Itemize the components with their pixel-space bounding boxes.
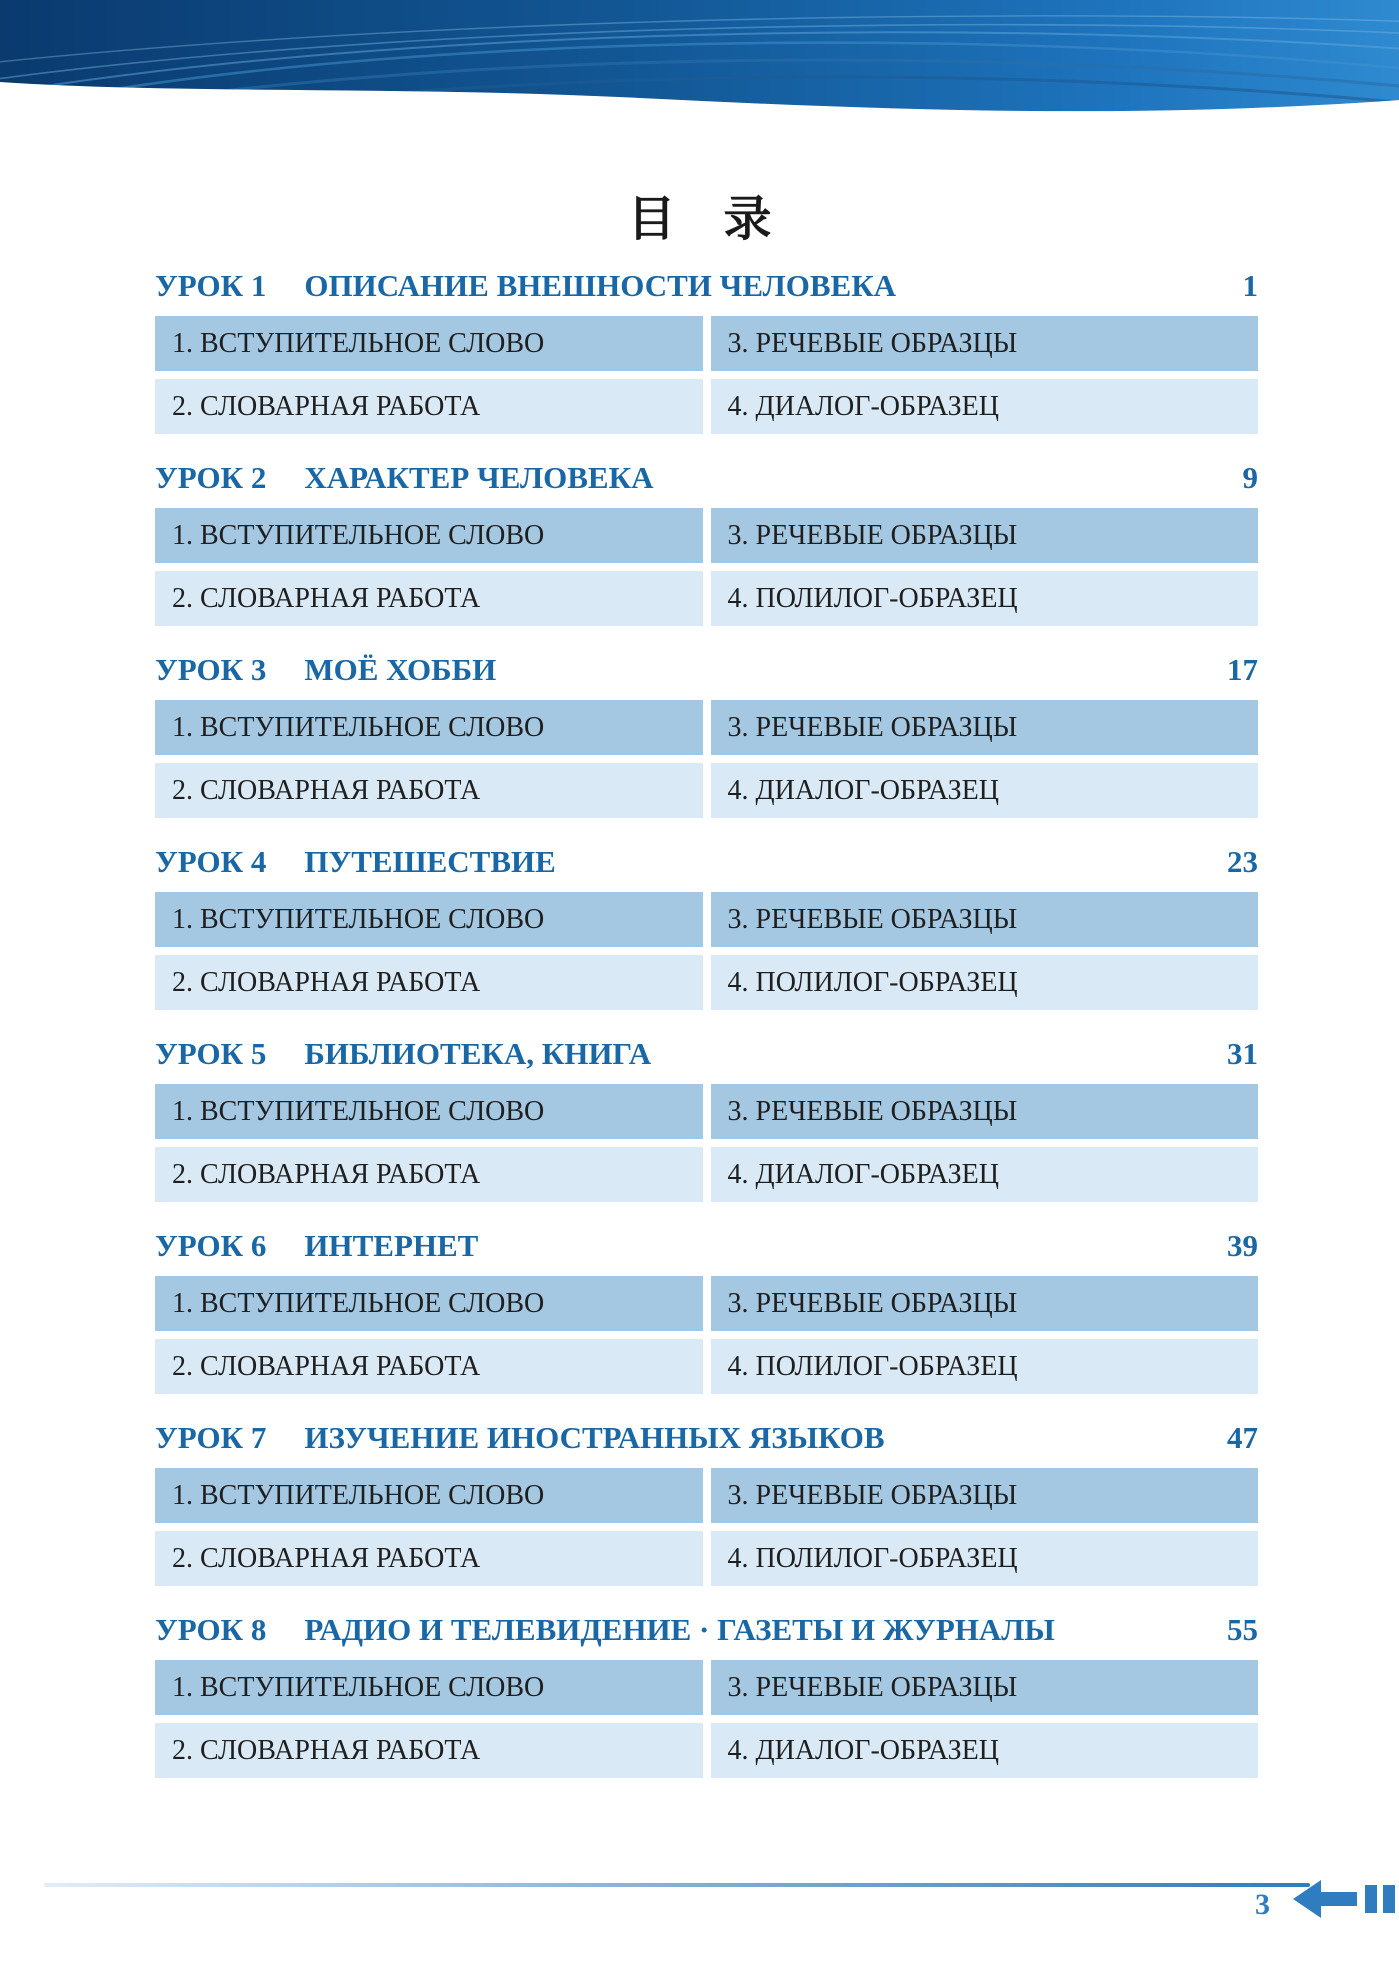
blue-wave-graphic xyxy=(0,0,1399,120)
lesson-number-label: УРОК 7 xyxy=(155,1420,267,1455)
lesson-number-label: УРОК 6 xyxy=(155,1228,267,1263)
lesson-page-number: 9 xyxy=(1242,460,1258,495)
toc-lesson-6 xyxy=(155,1228,1258,1394)
lesson-section-cell: 3. РЕЧЕВЫЕ ОБРАЗЦЫ xyxy=(711,1660,1259,1715)
lesson-number-label: УРОК 4 xyxy=(155,844,267,879)
toc-lesson-1 xyxy=(155,268,1258,434)
lesson-section-cell: 3. РЕЧЕВЫЕ ОБРАЗЦЫ xyxy=(711,892,1259,947)
lesson-sections-table xyxy=(155,1660,1258,1778)
lesson-section-cell: 1. ВСТУПИТЕЛЬНОЕ СЛОВО xyxy=(155,1468,703,1523)
lesson-section-cell: 4. ПОЛИЛОГ-ОБРАЗЕЦ xyxy=(711,955,1259,1010)
lesson-section-cell: 3. РЕЧЕВЫЕ ОБРАЗЦЫ xyxy=(711,1084,1259,1139)
lesson-page-number: 31 xyxy=(1227,1036,1258,1071)
lesson-section-cell: 3. РЕЧЕВЫЕ ОБРАЗЦЫ xyxy=(711,316,1259,371)
lesson-heading[interactable] xyxy=(155,652,1258,700)
lesson-title: ПУТЕШЕСТВИЕ xyxy=(304,844,556,879)
lesson-sections-table xyxy=(155,1468,1258,1586)
lesson-section-cell: 1. ВСТУПИТЕЛЬНОЕ СЛОВО xyxy=(155,700,703,755)
lesson-title: ОПИСАНИЕ ВНЕШНОСТИ ЧЕЛОВЕКА xyxy=(304,268,897,303)
lesson-sections-table xyxy=(155,700,1258,818)
lesson-section-cell: 2. СЛОВАРНАЯ РАБОТА xyxy=(155,379,703,434)
lesson-number-label: УРОК 5 xyxy=(155,1036,267,1071)
lesson-section-cell: 3. РЕЧЕВЫЕ ОБРАЗЦЫ xyxy=(711,1276,1259,1331)
lesson-sections-table xyxy=(155,508,1258,626)
toc-lesson-7 xyxy=(155,1420,1258,1586)
footer-rule xyxy=(44,1883,1310,1887)
lesson-heading[interactable] xyxy=(155,1228,1258,1276)
lesson-sections-table xyxy=(155,316,1258,434)
lesson-heading[interactable] xyxy=(155,1036,1258,1084)
lesson-page-number: 39 xyxy=(1227,1228,1258,1263)
lesson-section-cell: 3. РЕЧЕВЫЕ ОБРАЗЦЫ xyxy=(711,508,1259,563)
lesson-number-label: УРОК 2 xyxy=(155,460,267,495)
lesson-section-cell: 1. ВСТУПИТЕЛЬНОЕ СЛОВО xyxy=(155,1276,703,1331)
toc-lesson-8 xyxy=(155,1612,1258,1778)
toc-title: 目 录 xyxy=(627,193,772,246)
lesson-page-number: 55 xyxy=(1227,1612,1258,1647)
lesson-section-cell: 1. ВСТУПИТЕЛЬНОЕ СЛОВО xyxy=(155,892,703,947)
lesson-section-cell: 2. СЛОВАРНАЯ РАБОТА xyxy=(155,1723,703,1778)
lesson-page-number: 47 xyxy=(1227,1420,1258,1455)
lesson-section-cell: 1. ВСТУПИТЕЛЬНОЕ СЛОВО xyxy=(155,316,703,371)
toc-content xyxy=(155,268,1258,1804)
lesson-title: ХАРАКТЕР ЧЕЛОВЕКА xyxy=(304,460,654,495)
lesson-page-number: 23 xyxy=(1227,844,1258,879)
lesson-sections-table xyxy=(155,892,1258,1010)
toc-lesson-5 xyxy=(155,1036,1258,1202)
lesson-section-cell: 4. ПОЛИЛОГ-ОБРАЗЕЦ xyxy=(711,571,1259,626)
lesson-title: БИБЛИОТЕКА, КНИГА xyxy=(304,1036,652,1071)
toc-lesson-4 xyxy=(155,844,1258,1010)
lesson-page-number: 1 xyxy=(1242,268,1258,303)
lesson-heading[interactable] xyxy=(155,844,1258,892)
lesson-section-cell: 2. СЛОВАРНАЯ РАБОТА xyxy=(155,1339,703,1394)
lesson-section-cell: 3. РЕЧЕВЫЕ ОБРАЗЦЫ xyxy=(711,700,1259,755)
lesson-title: ИЗУЧЕНИЕ ИНОСТРАННЫХ ЯЗЫКОВ xyxy=(304,1420,885,1455)
lesson-section-cell: 2. СЛОВАРНАЯ РАБОТА xyxy=(155,1531,703,1586)
lesson-section-cell: 4. ДИАЛОГ-ОБРАЗЕЦ xyxy=(711,1723,1259,1778)
toc-lesson-3 xyxy=(155,652,1258,818)
back-arrow-icon xyxy=(1291,1876,1399,1922)
lesson-section-cell: 1. ВСТУПИТЕЛЬНОЕ СЛОВО xyxy=(155,1084,703,1139)
lesson-number-label: УРОК 1 xyxy=(155,268,267,303)
lesson-section-cell: 4. ДИАЛОГ-ОБРАЗЕЦ xyxy=(711,1147,1259,1202)
toc-lesson-2 xyxy=(155,460,1258,626)
lesson-section-cell: 1. ВСТУПИТЕЛЬНОЕ СЛОВО xyxy=(155,1660,703,1715)
lesson-heading[interactable] xyxy=(155,460,1258,508)
lesson-section-cell: 1. ВСТУПИТЕЛЬНОЕ СЛОВО xyxy=(155,508,703,563)
lesson-title: ИНТЕРНЕТ xyxy=(304,1228,479,1263)
lesson-section-cell: 2. СЛОВАРНАЯ РАБОТА xyxy=(155,763,703,818)
lesson-heading[interactable] xyxy=(155,1420,1258,1468)
page-number: 3 xyxy=(1255,1888,1270,1921)
lesson-section-cell: 4. ДИАЛОГ-ОБРАЗЕЦ xyxy=(711,763,1259,818)
lesson-section-cell: 4. ПОЛИЛОГ-ОБРАЗЕЦ xyxy=(711,1339,1259,1394)
lesson-section-cell: 4. ПОЛИЛОГ-ОБРАЗЕЦ xyxy=(711,1531,1259,1586)
header-band xyxy=(0,0,1399,120)
lesson-sections-table xyxy=(155,1084,1258,1202)
lesson-title: РАДИО И ТЕЛЕВИДЕНИЕ · ГАЗЕТЫ И ЖУРНАЛЫ xyxy=(304,1612,1055,1647)
lesson-title: МОЁ ХОББИ xyxy=(304,652,497,687)
lesson-heading[interactable] xyxy=(155,268,1258,316)
lesson-section-cell: 4. ДИАЛОГ-ОБРАЗЕЦ xyxy=(711,379,1259,434)
lesson-sections-table xyxy=(155,1276,1258,1394)
lesson-section-cell: 3. РЕЧЕВЫЕ ОБРАЗЦЫ xyxy=(711,1468,1259,1523)
lesson-number-label: УРОК 3 xyxy=(155,652,267,687)
lesson-section-cell: 2. СЛОВАРНАЯ РАБОТА xyxy=(155,955,703,1010)
lesson-heading[interactable] xyxy=(155,1612,1258,1660)
lesson-section-cell: 2. СЛОВАРНАЯ РАБОТА xyxy=(155,571,703,626)
lesson-number-label: УРОК 8 xyxy=(155,1612,267,1647)
lesson-page-number: 17 xyxy=(1227,652,1258,687)
lesson-section-cell: 2. СЛОВАРНАЯ РАБОТА xyxy=(155,1147,703,1202)
